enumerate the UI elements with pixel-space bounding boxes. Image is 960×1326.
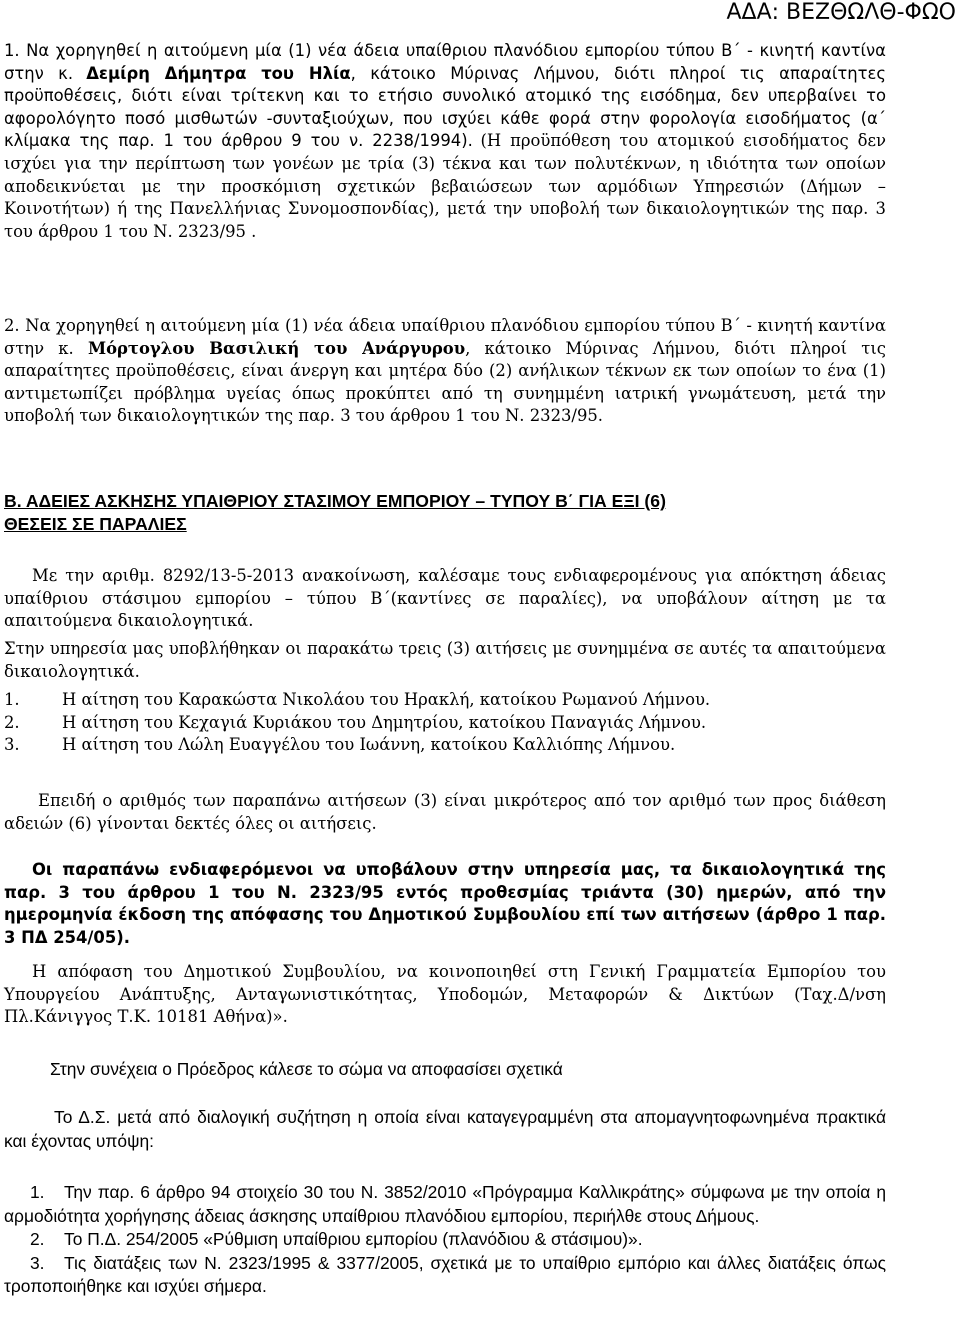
consideration-item xyxy=(4,1181,886,1228)
consideration-number: 3. xyxy=(30,1252,45,1273)
application-text: Η αίτηση του Λώλη Ευαγγέλου του Ιωάννη, κατοίκου Καλλιόπης Λήμνου. xyxy=(62,735,676,755)
president-call: Στην συνέχεια ο Πρόεδρος κάλεσε το σώμα να αποφασίσει σχετικά xyxy=(50,1059,563,1079)
application-text: Η αίτηση του Κεχαγιά Κυριάκου του Δημητρίου, κατοίκου Παναγιάς Λήμνου. xyxy=(62,712,707,732)
application-number: 2. xyxy=(4,712,20,732)
application-item xyxy=(4,734,886,757)
ada-code: ΑΔΑ: ΒΕΖΘΩΛΘ-ΦΩΟ xyxy=(726,0,956,25)
p1-intro: 1. Να χορηγηθεί η αιτούμενη μία (1) νέα άδεια υπαίθριου πλανόδιου εμπορίου τύπου Β΄ - κινητή καντίνα στην κ. xyxy=(4,41,886,83)
considerations-list xyxy=(4,1181,886,1299)
applications-list xyxy=(4,689,886,757)
p2-applicant-name: Μόρτογλου Βασιλική του Ανάργυρου xyxy=(87,338,466,358)
decision-paragraph-2 xyxy=(4,315,886,428)
section-b-title-line-1: Β. ΑΔΕΙΕΣ ΑΣΚΗΣΗΣ ΥΠΑΙΘΡΙΟΥ ΣΤΑΣΙΜΟΥ ΕΜΠΟΡΙΟΥ – ΤΥΠΟΥ Β΄ ΓΙΑ ΕΞΙ (6) xyxy=(4,491,666,511)
section-b-received: Στην υπηρεσία μας υποβλήθηκαν οι παρακάτω τρεις (3) αιτήσεις με συνημμένα σε αυτές τα απαιτούμενα δικαιολογητικά. xyxy=(4,639,886,681)
section-b-intro: Με την αριθμ. 8292/13-5-2013 ανακοίνωση, καλέσαμε τους ενδιαφερομένους για απόκτηση άδειας υπαίθριου στάσιμου εμπορίου – τύπου Β΄(καντίνες σε παραλίες), να υποβάλουν αίτηση με τα απαιτούμενα δικαιολογητικά. xyxy=(4,566,886,631)
consideration-text: Το Π.Δ. 254/2005 «Ρύθμιση υπαίθριου εμπορίου (πλανόδιου & στάσιμου)». xyxy=(64,1229,643,1250)
deadline-notice-part-2: 2323/95 εντός προθεσμίας τριάντα (30) ημερών, από την ημερομηνία έκδοση της απόφασης του Δημοτικού Συμβουλίου επί των αιτήσεων (άρθρο 1 παρ. 3 ΠΔ 254/05). xyxy=(4,882,886,947)
section-b-deadline-notice xyxy=(4,859,886,949)
consideration-number: 1. xyxy=(30,1182,45,1202)
section-b-all-accepted: Επειδή ο αριθμός των παραπάνω αιτήσεων (3) είναι μικρότερος από τον αριθμό των προς διάθεση αδειών (6) γίνονται δεκτές όλες οι αιτήσεις. xyxy=(4,791,886,833)
application-number: 1. xyxy=(4,690,20,709)
decision-paragraph-1 xyxy=(4,40,886,243)
section-b-notification: Η απόφαση του Δημοτικού Συμβουλίου, να κοινοποιηθεί στη Γενική Γραμματεία Εμπορίου του Υπουργείου Ανάπτυξης, Ανταγωνιστικότητας, Υποδομών, Μεταφορών & Δικτύων (Ταχ.Δ/νση Πλ.Κάνιγγος Τ.Κ. 10181 Αθήνα)». xyxy=(4,962,886,1027)
consideration-item xyxy=(4,1228,886,1252)
section-b-title-line-2: ΘΕΣΕΙΣ ΣΕ ΠΑΡΑΛΙΕΣ xyxy=(4,513,187,534)
p2-reasons: , κάτοικο Μύρινας Λήμνου, διότι πληροί τις απαραίτητες προϋποθέσεις, είναι άνεργη και μητέρα δύο (2) ανήλικων τέκνων εκ των οποίων το ένα (1) αντιμετωπίζει πρόβλημα υγείας όπως προκύπτει από τη συνημμένη ιατρική γνωμάτευση, μετά την υποβολή των δικαιολογητικών της παρ. 3 του άρθρου 1 του Ν. 2323/95. xyxy=(4,338,886,426)
application-item xyxy=(4,689,886,712)
p1-income-note: (Η προϋπόθεση του ατομικού εισοδήματος δεν ισχύει για την περίπτωση των γονέων με τρία (3) τέκνα και των πολυτέκνων, η ιδιότητα των οποίων αποδεικνύεται με την προσκόμιση σχετικών βεβαιώσεων των αρμόδιων Υπηρεσιών (Δήμων – Κοινοτήτων) ή της Πανελλήνιας Συνομοσπονδίας), μετά την υποβολή των δικαιολογητικών της παρ. 3 του άρθρου 1 του Ν. 2323/95 . xyxy=(4,131,886,241)
application-text: Η αίτηση του Καρακώστα Νικολάου του Ηρακλή, κατοίκου Ρωμανού Λήμνου. xyxy=(62,690,711,709)
application-item xyxy=(4,712,886,735)
p1-applicant-name: Δεμίρη Δήμητρα του Ηλία xyxy=(86,63,351,83)
p2-intro: 2. Να χορηγηθεί η αιτούμενη μία (1) νέα άδεια υπαίθριου πλανόδιου εμπορίου τύπου Β΄ - κινητή καντίνα στην κ. xyxy=(4,316,886,358)
deadline-notice-part-1: Οι παραπάνω ενδιαφερόμενοι να υποβάλουν στην υπηρεσία μας, τα δικαιολογητικά της παρ. 3 του άρθρου 1 του Ν. xyxy=(4,860,886,902)
council-discussion: Το Δ.Σ. μετά από διαλογική συζήτηση η οποία είναι καταγεγραμμένη στα απομαγνητοφωνημένα πρακτικά και έχοντας υπόψη: xyxy=(4,1107,886,1151)
consideration-item xyxy=(4,1252,886,1299)
consideration-text: Τις διατάξεις των Ν. 2323/1995 & 3377/2005, σχετικά με το υπαίθριο εμπόριο και άλλες διατάξεις όπως τροποποιήθηκε και ισχύει σήμερα. xyxy=(4,1252,886,1297)
consideration-text: Την παρ. 6 άρθρο 94 στοιχείο 30 του Ν. 3852/2010 «Πρόγραμμα Καλλικράτης» σύμφωνα με την οποία η αρμοδιότητα χορήγησης άδειας άσκησης υπαίθριου πλανόδιου εμπορίου, περιήλθε στους Δήμους. xyxy=(4,1182,886,1226)
consideration-number: 2. xyxy=(30,1229,45,1250)
application-number: 3. xyxy=(4,735,20,755)
p1-reasons: , κάτοικο Μύρινας Λήμνου, διότι πληροί τις απαραίτητες προϋποθέσεις, διότι είναι τρίτεκνη και το ετήσιο συνολικό ατομικό της εισόδημα, δεν υπερβαίνει το αφορολόγητο ποσό μισθωτών -συνταξιούχων, που ισχύει κάθε φορά στην φορολογία εισοδήματος (α΄ κλίμακα της παρ. 1 του άρθρου 9 του ν. 2238/1994). xyxy=(4,63,887,151)
section-b-title xyxy=(4,490,886,535)
